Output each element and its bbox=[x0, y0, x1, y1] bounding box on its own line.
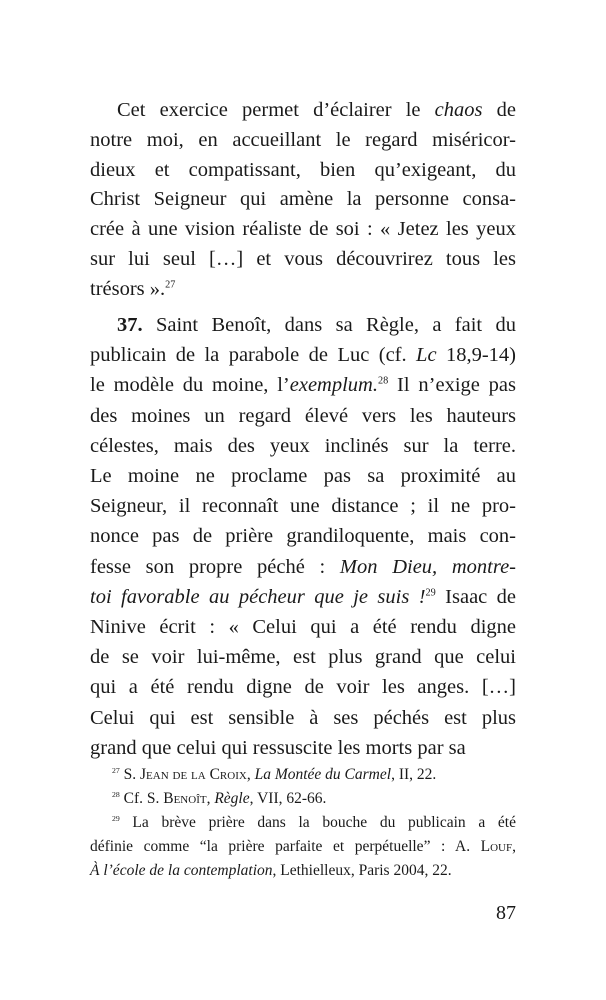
text-line bbox=[90, 859, 516, 883]
text-segment: de se voir lui-même, est plus grand que celui bbox=[90, 646, 516, 669]
text-segment: Règle bbox=[214, 790, 250, 807]
text-line bbox=[90, 763, 516, 787]
text-line bbox=[90, 552, 516, 582]
footnote-reference: 29 bbox=[425, 587, 436, 599]
text-segment: nonce pas de prière grandiloquente, mais con- bbox=[90, 525, 516, 548]
text-line bbox=[90, 787, 516, 811]
paragraph-1 bbox=[90, 96, 516, 305]
text-segment: chaos bbox=[434, 99, 483, 121]
text-line bbox=[90, 672, 516, 702]
text-segment: Isaac de bbox=[435, 585, 516, 608]
text-segment: , bbox=[206, 790, 215, 807]
text-line bbox=[90, 370, 516, 400]
text-line bbox=[90, 612, 516, 642]
text-segment: Lc bbox=[416, 344, 437, 367]
text-segment: de bbox=[482, 99, 516, 121]
text-segment: , VII, 62-66. bbox=[249, 790, 327, 807]
text-segment: grand que celui qui ressuscite les morts par sa bbox=[90, 736, 466, 759]
text-line bbox=[90, 703, 516, 733]
text-line bbox=[90, 582, 516, 612]
footnote-reference: 27 bbox=[165, 279, 176, 291]
text-segment: , Lethielleux, Paris 2004, 22. bbox=[272, 862, 452, 879]
text-segment: définie comme “la prière parfaite et perpétuelle” : A. bbox=[90, 838, 481, 855]
text-line bbox=[90, 275, 516, 305]
text-segment: toi favorable au pécheur que je suis ! bbox=[90, 585, 426, 608]
text-line bbox=[90, 431, 516, 461]
text-line bbox=[90, 642, 516, 672]
text-segment: , II, 22. bbox=[391, 766, 437, 783]
text-segment: , bbox=[512, 838, 516, 855]
paragraph-number: 37. bbox=[117, 314, 143, 336]
text-line bbox=[90, 96, 516, 126]
text-segment: exemplum. bbox=[289, 374, 378, 397]
text-segment: Christ Seigneur qui amène la personne consa- bbox=[90, 188, 516, 211]
text-segment: La brève prière dans la bouche du publicain a été bbox=[119, 814, 516, 831]
footnote-reference: 28 bbox=[378, 375, 389, 387]
text-line bbox=[90, 185, 516, 215]
text-segment: Ninive écrit : « Celui qui a été rendu digne bbox=[90, 616, 516, 639]
text-segment: Benoît bbox=[163, 790, 207, 807]
text-line bbox=[90, 401, 516, 431]
text-segment: trésors ». bbox=[90, 277, 166, 300]
text-line bbox=[90, 215, 516, 245]
text-line bbox=[90, 733, 516, 763]
text-line bbox=[90, 126, 516, 156]
page-number: 87 bbox=[496, 902, 516, 924]
text-segment: crée à une vision réaliste de soi : « Jetez les yeux bbox=[90, 218, 516, 241]
text-segment: Celui qui est sensible à ses péchés est plus bbox=[90, 706, 516, 729]
text-segment: Le moine ne proclame pas sa proximité au bbox=[90, 465, 516, 488]
text-line bbox=[90, 156, 516, 186]
text-segment: Cet exercice permet d’éclairer le bbox=[117, 99, 435, 121]
text-segment: 18,9-14) bbox=[436, 344, 516, 367]
text-segment: Jean de la Croix bbox=[140, 766, 247, 783]
text-segment: Seigneur, il reconnaît une distance ; il ne pro- bbox=[90, 495, 516, 518]
text-segment: publicain de la parabole de Luc (cf. bbox=[90, 344, 417, 367]
text-segment: , bbox=[246, 766, 255, 783]
text-segment: le modèle du moine, l’ bbox=[90, 374, 290, 397]
text-segment: sur lui seul […] et vous découvrirez tous les bbox=[90, 247, 516, 270]
footnote-28 bbox=[90, 787, 516, 811]
footnote-29 bbox=[90, 811, 516, 883]
footnote-reference: 27 bbox=[112, 766, 120, 776]
text-segment: S. bbox=[119, 766, 140, 783]
text-line bbox=[90, 245, 516, 275]
footnote-reference: 28 bbox=[112, 790, 120, 800]
text-line bbox=[90, 835, 516, 859]
text-segment: Mon Dieu, montre- bbox=[339, 555, 516, 578]
footnotes bbox=[90, 763, 516, 883]
text-segment: notre moi, en accueillant le regard miséricor- bbox=[90, 128, 516, 151]
text-segment: fesse son propre péché : bbox=[90, 555, 340, 578]
text-segment: Cf. S. bbox=[119, 790, 164, 807]
text-line bbox=[90, 340, 516, 370]
text-segment: qui a été rendu digne de voir les anges. […] bbox=[90, 676, 516, 699]
paragraph-37 bbox=[90, 310, 516, 763]
footnote-27 bbox=[90, 763, 516, 787]
text-line bbox=[90, 491, 516, 521]
text-line bbox=[90, 521, 516, 551]
text-segment: La Montée du Carmel bbox=[254, 766, 392, 783]
footnote-reference: 29 bbox=[112, 814, 120, 824]
text-segment: célestes, mais des yeux inclinés sur la terre. bbox=[90, 434, 516, 457]
text-line bbox=[90, 811, 516, 835]
text-line bbox=[90, 310, 516, 340]
text-segment: des moines un regard élevé vers les hauteurs bbox=[90, 404, 516, 427]
text-segment: Louf bbox=[480, 838, 513, 855]
text-segment: dieux et compatissant, bien qu’exigeant, du bbox=[90, 158, 516, 181]
text-line bbox=[90, 461, 516, 491]
text-segment: À l’école de la contemplation bbox=[90, 862, 273, 879]
text-segment: Saint Benoît, dans sa Règle, a fait du bbox=[142, 314, 516, 336]
text-segment: Il n’exige pas bbox=[388, 374, 516, 397]
